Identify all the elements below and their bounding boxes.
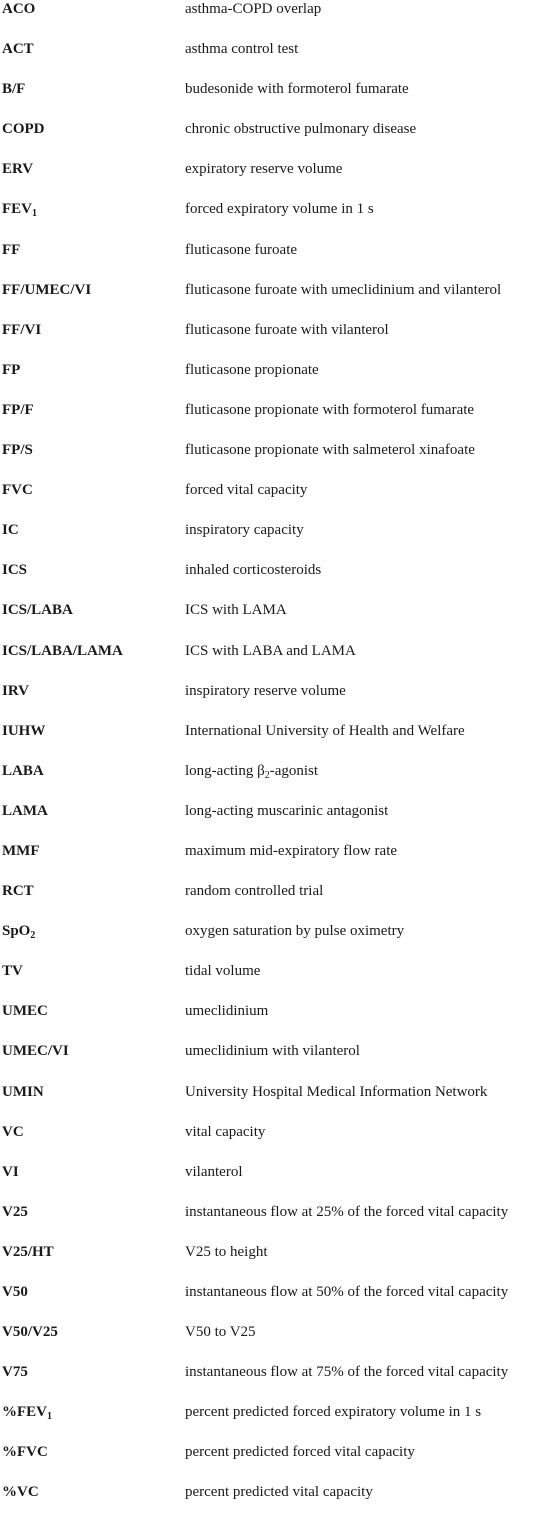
abbreviation-definition-text: umeclidinium	[185, 1003, 269, 1020]
abbreviation-term-text: UMEC	[2, 1003, 48, 1020]
abbreviation-definition	[185, 1403, 481, 1422]
abbreviation-term-text: FF	[2, 241, 21, 258]
abbreviation-definition	[185, 1363, 508, 1382]
abbreviation-term-text: ICS/LABA	[2, 602, 73, 619]
abbreviation-definition-text: forced expiratory volume in 1 s	[185, 201, 374, 218]
abbreviation-definition-text: vilanterol	[185, 1163, 243, 1180]
abbreviation-definition-text: ICS with LABA and LAMA	[185, 642, 356, 659]
abbreviation-term	[2, 1243, 54, 1262]
abbreviation-row	[0, 321, 558, 361]
abbreviation-row	[0, 521, 558, 561]
abbreviation-definition-text: long-acting muscarinic antagonist	[185, 802, 389, 819]
abbreviation-row	[0, 922, 558, 962]
abbreviation-row	[0, 962, 558, 1002]
abbreviation-term-text: FF/UMEC/VI	[2, 281, 92, 298]
abbreviation-definition-text: inspiratory capacity	[185, 522, 304, 539]
abbreviation-definition	[185, 200, 374, 219]
abbreviation-row	[0, 842, 558, 882]
abbreviation-definition	[185, 601, 287, 620]
abbreviation-term-text: B/F	[2, 81, 26, 98]
abbreviation-definition-text: asthma control test	[185, 41, 299, 58]
abbreviation-definition	[185, 802, 388, 821]
abbreviation-definition	[185, 241, 297, 260]
abbreviation-term	[2, 160, 33, 179]
abbreviation-term-text: FF/VI	[2, 321, 42, 338]
abbreviation-definition	[185, 1042, 360, 1061]
abbreviation-definition	[185, 361, 319, 380]
abbreviation-definition	[185, 561, 321, 580]
abbreviation-definition-text: random controlled trial	[185, 883, 324, 900]
abbreviation-term-text: UMEC/VI	[2, 1043, 69, 1060]
abbreviation-term	[2, 1203, 28, 1222]
abbreviation-term	[2, 281, 91, 300]
abbreviation-term-subscript: 2	[30, 930, 36, 942]
abbreviation-term-text: ICS	[2, 562, 28, 579]
abbreviation-definition	[185, 401, 474, 420]
abbreviation-definition-text: instantaneous flow at 25% of the forced vital capacity	[185, 1203, 509, 1220]
abbreviation-term	[2, 321, 41, 340]
abbreviation-definition	[185, 441, 475, 460]
abbreviation-term-text: FVC	[2, 482, 33, 499]
abbreviation-term	[2, 481, 33, 500]
abbreviation-definition	[185, 682, 346, 701]
abbreviation-definition-text: expiratory reserve volume	[185, 161, 343, 178]
abbreviation-definition	[185, 722, 465, 741]
abbreviation-definition	[185, 762, 318, 781]
abbreviation-definition	[185, 1123, 265, 1142]
abbreviation-definition-text: maximum mid-expiratory flow rate	[185, 842, 398, 859]
abbreviation-term	[2, 561, 27, 580]
abbreviation-term-text: IRV	[2, 682, 29, 699]
abbreviation-definition-suffix: -agonist	[269, 762, 319, 779]
abbreviation-definition	[185, 1443, 415, 1462]
abbreviation-term-text: ICS/LABA/LAMA	[2, 642, 123, 659]
abbreviation-definition	[185, 1203, 508, 1222]
abbreviation-term	[2, 722, 45, 741]
abbreviation-row	[0, 1203, 558, 1243]
abbreviation-definition	[185, 281, 501, 300]
abbreviation-definition-text: inhaled corticosteroids	[185, 562, 322, 579]
abbreviation-definition	[185, 962, 260, 981]
abbreviation-term	[2, 40, 34, 59]
abbreviation-definition	[185, 321, 389, 340]
abbreviation-term	[2, 361, 20, 380]
abbreviation-definition	[185, 1243, 268, 1262]
abbreviation-row	[0, 1163, 558, 1203]
abbreviation-definition	[185, 120, 416, 139]
abbreviation-term-text: ACO	[2, 1, 36, 17]
abbreviation-row	[0, 762, 558, 802]
abbreviation-term-text: LABA	[2, 762, 44, 779]
abbreviation-term-text: VC	[2, 1123, 24, 1140]
abbreviation-row	[0, 1403, 558, 1443]
abbreviation-definition-text: percent predicted forced vital capacity	[185, 1444, 415, 1461]
abbreviation-row	[0, 601, 558, 641]
abbreviation-definition-text: University Hospital Medical Information Network	[185, 1083, 488, 1100]
abbreviation-row	[0, 160, 558, 200]
abbreviation-term-text: %FEV	[2, 1404, 47, 1421]
abbreviation-definition	[185, 481, 307, 500]
abbreviation-definition-text: V50 to V25	[185, 1324, 256, 1341]
abbreviation-term	[2, 1002, 48, 1021]
abbreviation-term	[2, 1443, 48, 1462]
abbreviation-term-subscript: 1	[47, 1411, 52, 1423]
abbreviation-term	[2, 1363, 28, 1382]
abbreviation-definition-text: long-acting β	[185, 762, 265, 779]
abbreviation-definition-text: oxygen saturation by pulse oximetry	[185, 923, 405, 940]
abbreviation-definition-text: vital capacity	[185, 1123, 266, 1140]
abbreviation-term	[2, 922, 35, 941]
abbreviation-term-text: TV	[2, 963, 23, 980]
abbreviation-term-text: V75	[2, 1364, 28, 1381]
abbreviation-definition	[185, 882, 323, 901]
abbreviation-term-text: FEV	[2, 201, 32, 218]
abbreviation-term-text: ACT	[2, 41, 34, 58]
abbreviation-definition	[185, 0, 321, 19]
abbreviation-term	[2, 1323, 58, 1342]
abbreviation-definition-text: instantaneous flow at 75% of the forced vital capacity	[185, 1364, 509, 1381]
abbreviation-term	[2, 962, 23, 981]
abbreviation-row	[0, 1443, 558, 1483]
abbreviation-definition-text: fluticasone furoate with umeclidinium and vilanterol	[185, 281, 502, 298]
abbreviation-term-text: MMF	[2, 842, 40, 859]
abbreviation-row	[0, 1283, 558, 1323]
abbreviation-term	[2, 682, 29, 701]
abbreviation-row	[0, 361, 558, 401]
abbreviation-term	[2, 1403, 52, 1422]
abbreviation-definition-text: inspiratory reserve volume	[185, 682, 346, 699]
abbreviation-term	[2, 1483, 39, 1502]
abbreviation-definition	[185, 521, 304, 540]
abbreviation-row	[0, 441, 558, 481]
abbreviation-term-text: IUHW	[2, 722, 46, 739]
abbreviation-definition-text: chronic obstructive pulmonary disease	[185, 121, 417, 138]
abbreviation-term-text: V50/V25	[2, 1324, 58, 1341]
abbreviation-term-text: SpO	[2, 923, 31, 940]
abbreviation-term	[2, 802, 48, 821]
abbreviation-definition-text: tidal volume	[185, 963, 261, 980]
abbreviation-definition	[185, 642, 356, 661]
abbreviation-term	[2, 1283, 28, 1302]
abbreviation-row	[0, 1123, 558, 1163]
abbreviation-term	[2, 241, 20, 260]
abbreviation-term-text: ERV	[2, 161, 34, 178]
abbreviation-definition-text: V25 to height	[185, 1243, 268, 1260]
abbreviation-term	[2, 642, 123, 661]
abbreviation-definition	[185, 1323, 256, 1342]
abbreviation-row	[0, 200, 558, 240]
abbreviation-row	[0, 120, 558, 160]
abbreviation-row	[0, 642, 558, 682]
abbreviation-term	[2, 601, 73, 620]
abbreviation-term-text: COPD	[2, 121, 45, 138]
abbreviation-term	[2, 0, 35, 19]
abbreviation-term	[2, 1042, 69, 1061]
abbreviation-definition-subscript: 2	[264, 769, 270, 781]
abbreviation-definition-text: asthma-COPD overlap	[185, 1, 322, 17]
abbreviation-term-text: RCT	[2, 883, 34, 900]
abbreviation-row	[0, 1363, 558, 1403]
abbreviation-row	[0, 1483, 558, 1523]
abbreviation-definition-text: ICS with LAMA	[185, 602, 287, 619]
abbreviation-row	[0, 1243, 558, 1283]
abbreviation-definition-text: fluticasone furoate with vilanterol	[185, 321, 389, 338]
abbreviation-definition	[185, 1483, 373, 1502]
abbreviation-row	[0, 1042, 558, 1082]
abbreviation-term-text: V50	[2, 1284, 28, 1300]
abbreviation-definition-text: budesonide with formoterol fumarate	[185, 81, 409, 98]
abbreviation-row	[0, 80, 558, 120]
abbreviation-definition	[185, 922, 404, 941]
abbreviation-definition-text: fluticasone propionate with salmeterol xinafoate	[185, 442, 475, 459]
abbreviation-term-text: UMIN	[2, 1083, 44, 1100]
abbreviation-definition	[185, 160, 342, 179]
abbreviation-row	[0, 481, 558, 521]
abbreviation-definition	[185, 1283, 508, 1302]
abbreviation-definition-text: instantaneous flow at 50% of the forced vital capacity	[185, 1284, 509, 1300]
abbreviation-term	[2, 842, 39, 861]
abbreviation-term-text: FP/F	[2, 401, 34, 418]
abbreviation-definition	[185, 842, 397, 861]
abbreviation-term-text: IC	[2, 522, 19, 539]
abbreviation-term	[2, 762, 44, 781]
abbreviation-row	[0, 1083, 558, 1123]
abbreviation-row	[0, 40, 558, 80]
abbreviation-term	[2, 1123, 24, 1142]
abbreviation-term-text: V25/HT	[2, 1243, 54, 1260]
abbreviation-row	[0, 1323, 558, 1363]
abbreviation-term	[2, 401, 34, 420]
abbreviation-term-text: V25	[2, 1203, 28, 1220]
abbreviation-row	[0, 722, 558, 762]
abbreviation-row	[0, 0, 558, 40]
abbreviation-definition-text: forced vital capacity	[185, 482, 308, 499]
abbreviation-term	[2, 521, 19, 540]
abbreviation-definition-text: fluticasone propionate with formoterol fumarate	[185, 401, 475, 418]
abbreviation-definition	[185, 1163, 242, 1182]
abbreviation-definition	[185, 40, 298, 59]
abbreviation-term-text: FP/S	[2, 442, 33, 459]
abbreviation-row	[0, 682, 558, 722]
abbreviation-row	[0, 1002, 558, 1042]
abbreviation-row	[0, 561, 558, 601]
abbreviation-term-text: %VC	[2, 1484, 39, 1501]
abbreviation-definition	[185, 1002, 268, 1021]
abbreviation-row	[0, 241, 558, 281]
abbreviation-term-text: %FVC	[2, 1444, 48, 1461]
abbreviation-term	[2, 441, 33, 460]
abbreviation-definition	[185, 1083, 487, 1102]
abbreviation-term	[2, 882, 34, 901]
abbreviation-term	[2, 1083, 44, 1102]
abbreviation-term	[2, 120, 45, 139]
abbreviation-row	[0, 401, 558, 441]
abbreviation-definition-text: fluticasone furoate	[185, 241, 298, 258]
abbreviation-term-text: VI	[2, 1163, 19, 1180]
abbreviation-definition-text: percent predicted vital capacity	[185, 1484, 373, 1501]
abbreviation-definition-text: International University of Health and Welfare	[185, 722, 465, 739]
abbreviation-term	[2, 80, 25, 99]
abbreviation-definition-text: fluticasone propionate	[185, 361, 319, 378]
abbreviation-definition-text: umeclidinium with vilanterol	[185, 1043, 360, 1060]
abbreviation-definition-text: percent predicted forced expiratory volume in 1 s	[185, 1404, 482, 1421]
abbreviation-term	[2, 200, 37, 219]
abbreviation-row	[0, 281, 558, 321]
abbreviation-row	[0, 802, 558, 842]
abbreviation-term	[2, 1163, 19, 1182]
abbreviation-term-text: FP	[2, 361, 21, 378]
abbreviation-term-text: LAMA	[2, 802, 48, 819]
abbreviation-term-subscript: 1	[32, 208, 37, 220]
abbreviation-row	[0, 882, 558, 922]
abbreviation-definition	[185, 80, 409, 99]
